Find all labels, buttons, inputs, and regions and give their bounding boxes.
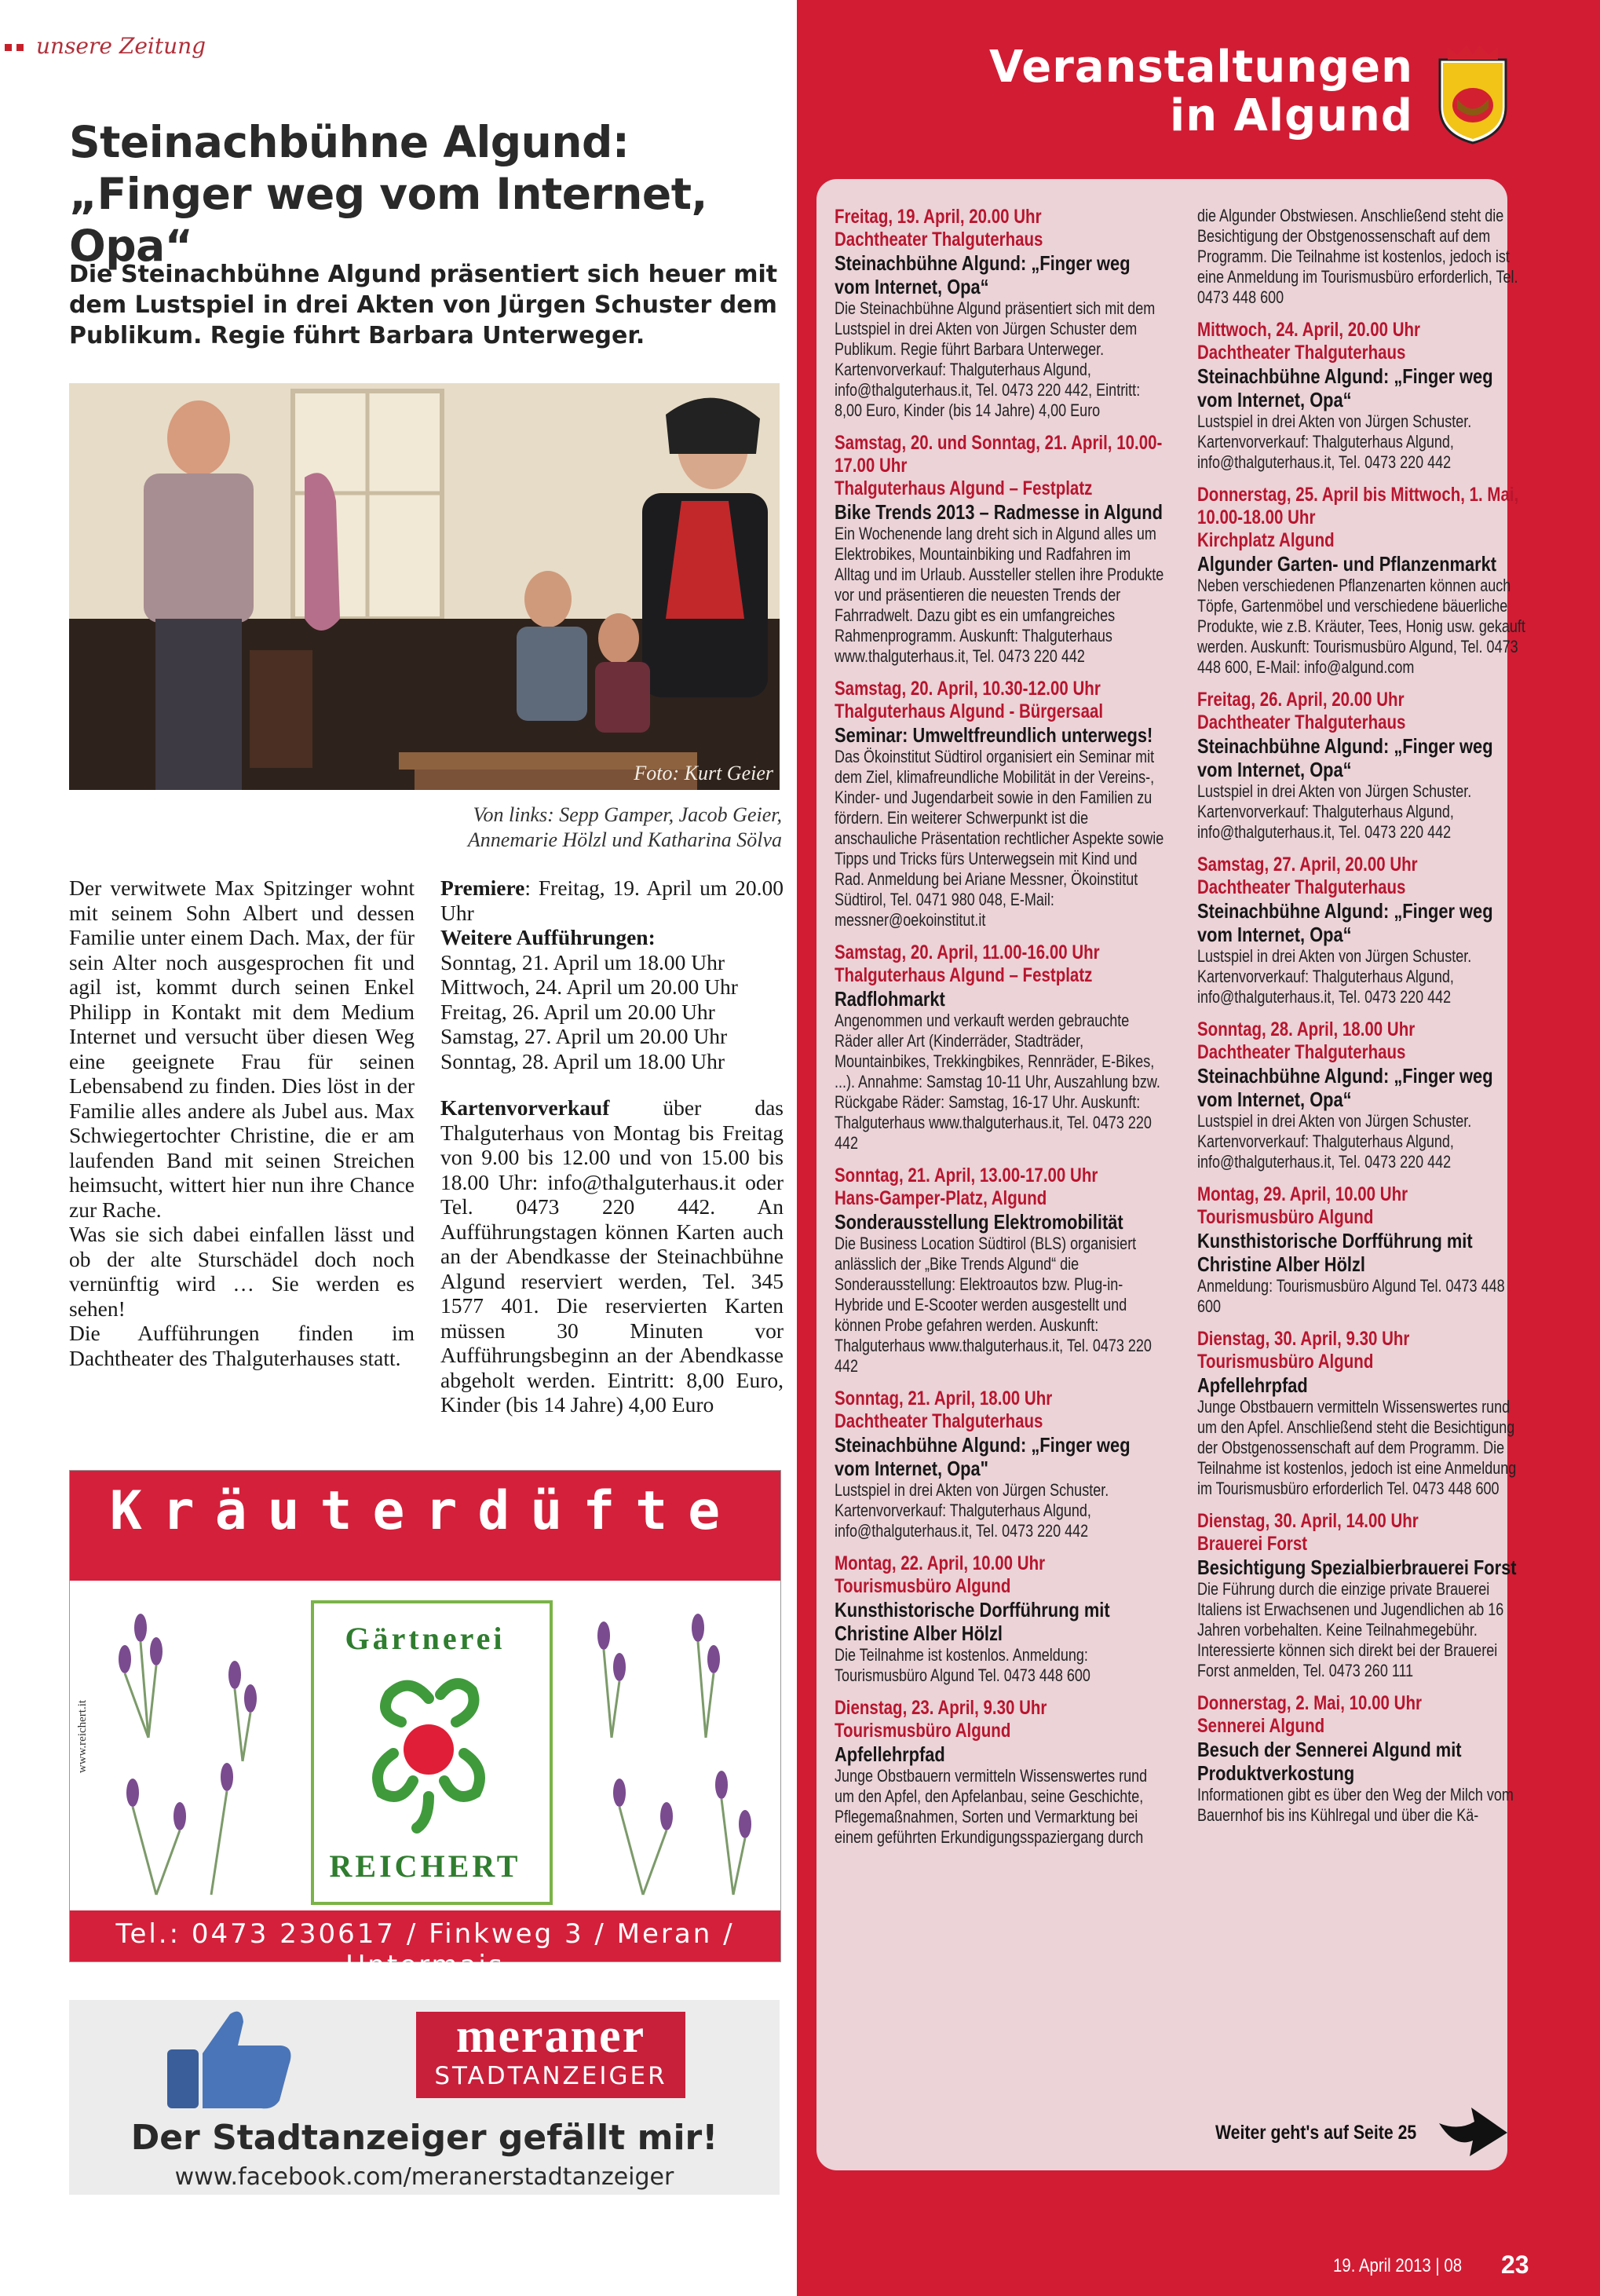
event-title: Seminar: Umweltfreundlich unterwegs!	[835, 723, 1153, 747]
event-text: Lustspiel in drei Akten von Jürgen Schuster. Kartenvorverkauf: Thalguterhaus Algund, info@thalguterhaus.it, Tel. 0473 220 442	[835, 1480, 1109, 1541]
article-body-column-1	[69, 876, 415, 1370]
event-entry	[1197, 689, 1527, 843]
event-title: Steinachbühne Algund: „Finger weg vom Internet, Opa“	[1197, 734, 1493, 781]
caption-line-1: Von links: Sepp Gamper, Jacob Geier,	[473, 803, 782, 826]
stadtanzeiger-facebook-ad	[69, 2000, 780, 2195]
event-date: Freitag, 26. April, 20.00 Uhr	[1197, 689, 1405, 711]
event-place: Brauerei Forst	[1197, 1533, 1308, 1555]
tickets-paragraph	[440, 1095, 784, 1417]
event-entry	[1197, 1018, 1527, 1172]
event-text: Junge Obstbauern vermitteln Wissenswertes rund um den Apfel. Anschließend steht die Besichtigung der Obstgenossenschaft auf dem Programm. Die Teilnahme ist kostenlos, jedoch ist eine Anmeldung im Tourismusbüro erforderlich Tel. 0473 448 600	[1197, 1397, 1517, 1498]
event-title: Radflohmarkt	[835, 987, 945, 1011]
event-place: Dachtheater Thalguterhaus	[835, 229, 1043, 250]
event-text: Neben verschiedenen Pflanzenarten können auch Töpfe, Gartenmöbel und verschiedene bäuerliche Produkte, wie z.B. Kräuter, Tees, Honig usw. gekauft werden. Auskunft: Tourismusbüro Algund, Tel. 0473 448 600, E-Mail: info@algund.com	[1197, 576, 1525, 677]
event-text: Informationen gibt es über den Weg der Milch vom Bauernhof bis ins Kühlregal und über die Kä-	[1197, 1785, 1514, 1825]
event-place: Tourismusbüro Algund	[835, 1720, 1011, 1742]
logo-line-2: STADTANZEIGER	[434, 2062, 667, 2090]
show-date: Samstag, 27. April um 20.00 Uhr	[440, 1024, 728, 1048]
event-date: Samstag, 20. April, 10.30-12.00 Uhr	[835, 678, 1101, 700]
event-date: Sonntag, 21. April, 18.00 Uhr	[835, 1387, 1053, 1409]
event-place: Hans-Gamper-Platz, Algund	[835, 1187, 1047, 1209]
event-place: Dachtheater Thalguterhaus	[1197, 342, 1406, 364]
event-date: Samstag, 20. April, 11.00-16.00 Uhr	[835, 941, 1100, 963]
event-text: Die Teilnahme ist kostenlos. Anmeldung: Tourismusbüro Algund Tel. 0473 448 600	[835, 1645, 1090, 1685]
events-panel-title	[926, 43, 1413, 141]
further-label: Weitere Aufführungen:	[440, 925, 656, 949]
spacer	[440, 1073, 784, 1095]
arrow-right-icon	[1435, 2101, 1510, 2158]
event-title: Bike Trends 2013 – Radmesse in Algund	[835, 500, 1163, 524]
event-date: Dienstag, 30. April, 14.00 Uhr	[1197, 1510, 1419, 1532]
tickets-label: Kartenvorverkauf	[440, 1095, 610, 1120]
square-icon	[5, 44, 12, 51]
event-title: Kunsthistorische Dorfführung mit Christine Alber Hölzl	[835, 1598, 1110, 1645]
event-place: Dachtheater Thalguterhaus	[1197, 711, 1406, 733]
nursery-label: Gärtnerei	[345, 1621, 506, 1656]
event-entry	[1197, 1510, 1527, 1681]
premiere-line	[440, 876, 784, 925]
stage-photo-illustration	[69, 383, 780, 790]
event-text: Die Steinachbühne Algund präsentiert sich mit dem Lustspiel in drei Akten von Jürgen Schuster dem Publikum. Regie führt Barbara Unterweger. Kartenvorverkauf: Thalguterhaus Algund, info@thalguterhaus.it, Tel. 0473 220 442, Eintritt: 8,00 Euro, Kinder (bis 14 Jahre) 4,00 Euro	[835, 298, 1156, 420]
event-entry	[1197, 484, 1527, 678]
event-place: Dachtheater Thalguterhaus	[835, 1410, 1043, 1432]
event-text: Die Business Location Südtirol (BLS) organisiert anlässlich der „Bike Trends Algund“ die Sonderausstellung: Elektroautos bzw. Plug-in-Hybride und E-Scooter werden ausgestellt und können Probe gefahren werden. Auskunft: Thalguterhaus www.thalguterhaus.it, Tel. 0473 220 442	[835, 1234, 1152, 1376]
event-entry	[835, 1552, 1164, 1686]
event-entry	[1197, 319, 1527, 473]
event-date: Sonntag, 21. April, 13.00-17.00 Uhr	[835, 1164, 1098, 1186]
event-entry	[835, 206, 1164, 421]
event-title: Kunsthistorische Dorfführung mit Christine Alber Hölzl	[1197, 1229, 1473, 1276]
event-place: Kirchplatz Algund	[1197, 529, 1335, 551]
event-entry	[1197, 1692, 1527, 1826]
event-entry	[1197, 1183, 1527, 1317]
event-text: Die Führung durch die einzige private Brauerei Italiens ist Erwachsenen und Jugendlichen ab 16 Jahren vorbehalten. Keine Teilnahmegebühr. Interessierte können sich direkt bei der Brauerei Forst anmelden, Tel. 0473 260 111	[1197, 1579, 1504, 1680]
event-place: Thalguterhaus Algund - Bürgersaal	[835, 700, 1104, 722]
event-place: Tourismusbüro Algund	[835, 1575, 1011, 1597]
caption-line-2: Annemarie Hölzl und Katharina Sölva	[467, 828, 782, 851]
event-continuation	[1197, 206, 1527, 308]
event-entry	[835, 941, 1164, 1153]
show-date: Freitag, 26. April um 20.00 Uhr	[440, 999, 715, 1024]
ad-slogan: Der Stadtanzeiger gefällt mir!	[130, 2118, 718, 2158]
event-entry	[835, 1387, 1164, 1541]
body-paragraph: Was sie sich dabei einfallen lässt und ob der alte Sturschädel doch noch vernünftig wird … Sie werden es sehen!	[69, 1222, 415, 1321]
event-text: Lustspiel in drei Akten von Jürgen Schuster. Kartenvorverkauf: Thalguterhaus Algund, info@thalguterhaus.it, Tel. 0473 220 442	[1197, 1111, 1472, 1172]
tickets-text: über das Thalguterhaus von Montag bis Freitag von 9.00 bis 12.00 und von 15.00 bis 18.00 Uhr: info@thalguterhaus.it oder Tel. 0473 220 442. An Aufführungstagen können Karten auch an der Abendkasse der Steinachbühne Algund reserviert werden, Tel. 345 1577 401. Die reservierten Karten müssen 30 Minuten vor Aufführungsbeginn an der Abendkasse abgeholt werden. Eintritt: 8,00 Euro, Kinder (bis 14 Jahre) 4,00 Euro	[440, 1095, 784, 1417]
event-entry	[1197, 854, 1527, 1007]
event-text: Das Ökoinstitut Südtirol organisiert ein Seminar mit dem Ziel, klimafreundliche Mobilität in der Vereins-, Kinder- und Jugendarbeit sowie in den Familien zu fördern. Ein weiterer Schwerpunkt ist die anschauliche Präsentation rechtlicher Aspekte sowie Tipps und Tricks fürs Unterwegsein mit Kind und Rad. Anmeldung bei Ariane Messner, Ökoinstitut Südtirol, Tel. 0471 980 048, E-Mail: messner@oekoinstitut.it	[835, 747, 1164, 930]
premiere-text: : Freitag, 19. April um 20.00 Uhr	[440, 876, 784, 925]
thumbs-up-icon	[163, 2006, 297, 2112]
page-number: 23	[1501, 2250, 1529, 2279]
event-title: Algunder Garten- und Pflanzenmarkt	[1197, 552, 1497, 576]
body-paragraph: Die Aufführungen finden im Dachtheater des Thalguterhauses statt.	[69, 1321, 415, 1370]
ad-website: www.reichert.it	[76, 1699, 89, 1774]
further-shows	[440, 925, 784, 950]
event-text: Junge Obstbauern vermitteln Wissenswertes rund um den Apfel, den Apfelanbau, seine Geschichte, Pflegemaßnahmen, Sorten und Vermarktung bei einem geführten Erkundigungsspaziergang durch	[835, 1766, 1148, 1847]
event-title: Apfellehrpfad	[835, 1742, 945, 1766]
ad-contact: Tel.: 0473 230617 / Finkweg 3 / Meran / Untermais	[115, 1918, 735, 1981]
show-date: Sonntag, 21. April um 18.00 Uhr	[440, 949, 725, 974]
panel-title-line-1: Veranstaltungen	[988, 42, 1413, 93]
article-title	[69, 116, 807, 272]
event-date: Samstag, 20. und Sonntag, 21. April, 10.00-17.00 Uhr	[835, 432, 1163, 477]
herb-nursery-ad	[69, 1470, 781, 1981]
event-title: Steinachbühne Algund: „Finger weg vom Internet, Opa"	[835, 1433, 1131, 1480]
event-date: Dienstag, 23. April, 9.30 Uhr	[835, 1697, 1047, 1719]
event-entry	[835, 1697, 1164, 1848]
event-text: Angenommen und verkauft werden gebrauchte Räder aller Art (Kinderräder, Stadträder, Mountainbikes, Trekkingbikes, Rennräder, E-Bikes, ...). Annahme: Samstag 10-11 Uhr, Auszahlung bzw. Rückgabe Räder: Samstag, 16-17 Uhr. Auskunft: Thalguterhaus www.thalguterhaus.it, Tel. 0473 220 442	[835, 1011, 1160, 1153]
title-line-1: Steinachbühne Algund:	[69, 117, 630, 167]
event-title: Steinachbühne Algund: „Finger weg vom Internet, Opa“	[835, 251, 1131, 298]
event-date: Mittwoch, 24. April, 20.00 Uhr	[1197, 319, 1421, 341]
event-title: Steinachbühne Algund: „Finger weg vom Internet, Opa“	[1197, 1064, 1493, 1111]
article-lead: Die Steinachbühne Algund präsentiert sich heuer mit dem Lustspiel in drei Akten von Jürgen Schuster dem Publikum. Regie führt Barbara Unterweger.	[69, 261, 778, 349]
issue-date: 19. April 2013 | 08	[1333, 2255, 1463, 2276]
continued-on-page: Weiter geht's auf Seite 25	[1215, 2122, 1417, 2144]
nursery-name: REICHERT	[329, 1848, 521, 1884]
event-place: Thalguterhaus Algund – Festplatz	[835, 477, 1093, 499]
event-date: Freitag, 19. April, 20.00 Uhr	[835, 206, 1042, 228]
event-text: Anmeldung: Tourismusbüro Algund Tel. 0473 448 600	[1197, 1276, 1505, 1316]
magazine-label	[5, 33, 206, 59]
event-date: Donnerstag, 25. April bis Mittwoch, 1. Mai, 10.00-18.00 Uhr	[1197, 484, 1519, 528]
article-body-column-2	[440, 876, 784, 1417]
facebook-url[interactable]: www.facebook.com/meranerstadtanzeiger	[174, 2163, 674, 2191]
square-icon	[16, 44, 24, 51]
stage-photo	[69, 383, 780, 790]
meraner-logo	[416, 2009, 685, 2098]
event-title: Steinachbühne Algund: „Finger weg vom Internet, Opa“	[1197, 899, 1493, 946]
flower-icon	[362, 1667, 495, 1832]
event-date: Montag, 29. April, 10.00 Uhr	[1197, 1183, 1408, 1205]
logo-line-1: meraner	[455, 2009, 646, 2063]
event-place: Sennerei Algund	[1197, 1715, 1325, 1737]
event-date: Samstag, 27. April, 20.00 Uhr	[1197, 854, 1418, 876]
event-text: Lustspiel in drei Akten von Jürgen Schuster. Kartenvorverkauf: Thalguterhaus Algund, info@thalguterhaus.it, Tel. 0473 220 442	[1197, 411, 1472, 472]
event-date: Donnerstag, 2. Mai, 10.00 Uhr	[1197, 1692, 1422, 1714]
show-date: Sonntag, 28. April um 18.00 Uhr	[440, 1048, 725, 1073]
events-column-2	[1197, 206, 1527, 1837]
events-column-1	[835, 206, 1164, 1859]
show-date: Mittwoch, 24. April um 20.00 Uhr	[440, 974, 738, 999]
event-text: Ein Wochenende lang dreht sich in Algund alles um Elektrobikes, Mountainbiking und Radfahren im Alltag und im Urlaub. Aussteller stellen ihre Produkte vor und präsentieren die neuesten Trends der Fahrradwelt. Dazu gibt es ein umfangreiches Rahmenprogramm. Auskunft: Thalguterhaus www.thalguterhaus.it, Tel. 0473 220 442	[835, 524, 1164, 666]
event-title: Sonderausstellung Elektromobilität	[835, 1210, 1123, 1234]
event-date: Dienstag, 30. April, 9.30 Uhr	[1197, 1328, 1410, 1350]
ad-headline: Kräuterdüfte	[109, 1480, 741, 1542]
event-entry	[1197, 1328, 1527, 1499]
event-entry	[835, 678, 1164, 930]
body-paragraph: Der verwitwete Max Spitzinger wohnt mit seinem Sohn Albert und dessen Familie unter einem Dach. Max, der für sein Alter noch ausgesprochen fit und agil ist, kommt durch seinen Enkel Philipp in Kontakt mit dem Medium Internet und versucht über diesen Weg eine geeignete Frau für seinen Lebensabend zu finden. Dies löst in der Familie alles andere als Jubel aus. Max Schwiegertochter Christine, die er am laufenden Band mit seinen Streichen heimsucht, wittert hier nun ihre Chance zur Rache.	[69, 876, 415, 1222]
event-title: Apfellehrpfad	[1197, 1373, 1308, 1397]
magazine-name: unsere Zeitung	[36, 33, 206, 59]
event-place: Thalguterhaus Algund – Festplatz	[835, 964, 1093, 986]
event-place: Dachtheater Thalguterhaus	[1197, 876, 1406, 898]
title-line-2: „Finger weg vom Internet, Opa“	[69, 169, 707, 271]
event-text: Lustspiel in drei Akten von Jürgen Schuster. Kartenvorverkauf: Thalguterhaus Algund, info@thalguterhaus.it, Tel. 0473 220 442	[1197, 946, 1472, 1007]
event-place: Dachtheater Thalguterhaus	[1197, 1041, 1406, 1063]
event-date: Sonntag, 28. April, 18.00 Uhr	[1197, 1018, 1416, 1040]
event-entry	[835, 432, 1164, 667]
panel-title-line-2: in Algund	[1170, 90, 1413, 141]
premiere-label: Premiere	[440, 876, 525, 900]
event-place: Tourismusbüro Algund	[1197, 1206, 1374, 1228]
photo-credit: Foto: Kurt Geier	[634, 762, 773, 784]
event-text: die Algunder Obstwiesen. Anschließend steht die Besichtigung der Obstgenossenschaft auf dem Programm. Die Teilnahme ist kostenlos, jedoch ist eine Anmeldung im Tourismusbüro erforderlich, Tel. 0473 448 600	[1197, 206, 1518, 307]
event-title: Steinachbühne Algund: „Finger weg vom Internet, Opa“	[1197, 364, 1493, 411]
algund-coat-of-arms-icon	[1434, 44, 1512, 144]
event-title: Besichtigung Spezialbierbrauerei Forst	[1197, 1556, 1517, 1579]
event-title: Besuch der Sennerei Algund mit Produktverkostung	[1197, 1738, 1462, 1785]
photo-caption	[408, 803, 782, 853]
event-place: Tourismusbüro Algund	[1197, 1351, 1374, 1373]
event-entry	[835, 1164, 1164, 1377]
event-date: Montag, 22. April, 10.00 Uhr	[835, 1552, 1046, 1574]
event-text: Lustspiel in drei Akten von Jürgen Schuster. Kartenvorverkauf: Thalguterhaus Algund, info@thalguterhaus.it, Tel. 0473 220 442	[1197, 781, 1472, 842]
